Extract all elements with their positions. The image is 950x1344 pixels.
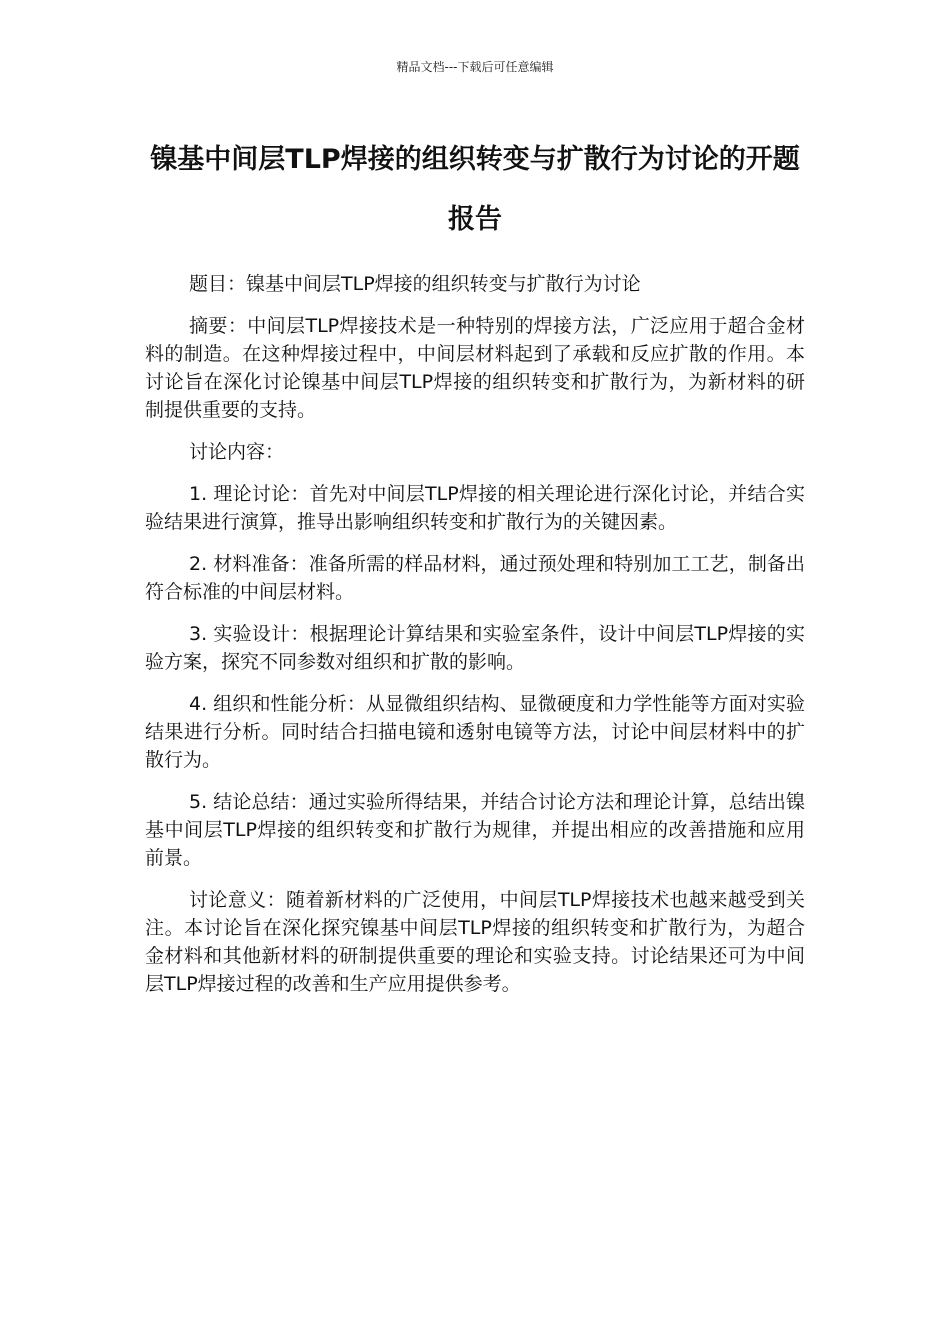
paragraph-topic: 题目：镍基中间层TLP焊接的组织转变与扩散行为讨论	[189, 273, 641, 295]
paragraph-item-4: 4. 组织和性能分析：从显微组织结构、显微硬度和力学性能等方面对实验结果进行分析。同时结合扫描电镜和透射电镜等方法，讨论中间层材料中的扩散行为。	[145, 693, 805, 771]
paragraph-item-5: 5. 结论总结：通过实验所得结果，并结合讨论方法和理论计算，总结出镍基中间层TLP焊接的组织转变和扩散行为规律，并提出相应的改善措施和应用前景。	[145, 791, 805, 869]
paragraph-abstract: 摘要：中间层TLP焊接技术是一种特别的焊接方法，广泛应用于超合金材料的制造。在这种焊接过程中，中间层材料起到了承载和反应扩散的作用。本讨论旨在深化讨论镍基中间层TLP焊接的组织转变和扩散行为，为新材料的研制提供重要的支持。	[145, 315, 805, 421]
paragraph-item-2: 2. 材料准备：准备所需的样品材料，通过预处理和特别加工工艺，制备出符合标准的中间层材料。	[145, 553, 805, 603]
paragraph-significance: 讨论意义：随着新材料的广泛使用，中间层TLP焊接技术也越来越受到关注。本讨论旨在深化探究镍基中间层TLP焊接的组织转变和扩散行为，为超合金材料和其他新材料的研制提供重要的理论和实验支持。讨论结果还可为中间层TLP焊接过程的改善和生产应用提供参考。	[145, 889, 805, 995]
header-note: 精品文档---下载后可任意编辑	[396, 60, 554, 74]
document-body	[145, 270, 805, 1012]
paragraph-item-3: 3. 实验设计：根据理论计算结果和实验室条件，设计中间层TLP焊接的实验方案，探究不同参数对组织和扩散的影响。	[145, 623, 805, 673]
document-title: 镍基中间层TLP焊接的组织转变与扩散行为讨论的开题报告	[150, 144, 800, 235]
paragraph-item-1: 1. 理论讨论：首先对中间层TLP焊接的相关理论进行深化讨论，并结合实验结果进行演算，推导出影响组织转变和扩散行为的关键因素。	[145, 483, 805, 533]
paragraph-content-heading: 讨论内容：	[189, 441, 285, 463]
